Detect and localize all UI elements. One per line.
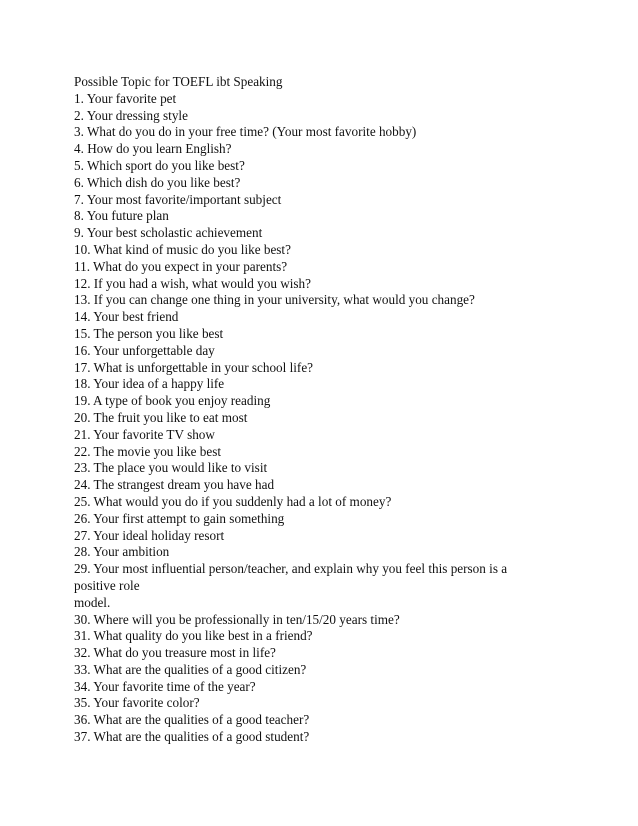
topic-line: 1. Your favorite pet: [74, 90, 177, 106]
topic-line: 26. Your first attempt to gain something: [74, 510, 285, 526]
topic-line: positive role: [74, 577, 140, 593]
topic-line: 20. The fruit you like to eat most: [74, 409, 248, 425]
topic-line: model.: [74, 594, 111, 610]
topic-line: 15. The person you like best: [74, 325, 224, 341]
topic-line: 4. How do you learn English?: [74, 141, 232, 157]
document-body: [74, 74, 574, 746]
topic-line: 10. What kind of music do you like best?: [74, 241, 291, 257]
topic-line: 2. Your dressing style: [74, 107, 188, 123]
topic-line: 13. If you can change one thing in your university, what would you change?: [74, 292, 475, 308]
topic-line: 30. Where will you be professionally in ten/15/20 years time?: [74, 611, 400, 627]
topic-list: [74, 91, 574, 746]
topic-line: 37. What are the qualities of a good student?: [74, 729, 310, 745]
topic-line: 34. Your favorite time of the year?: [74, 678, 256, 694]
topic-line: 36. What are the qualities of a good teacher?: [74, 712, 310, 728]
topic-line: 12. If you had a wish, what would you wish?: [74, 275, 311, 291]
topic-line: 31. What quality do you like best in a friend?: [74, 628, 313, 644]
topic-line: 11. What do you expect in your parents?: [74, 258, 288, 274]
topic-line: 33. What are the qualities of a good citizen?: [74, 661, 307, 677]
topic-line: 14. Your best friend: [74, 309, 179, 325]
topic-line: 24. The strangest dream you have had: [74, 477, 275, 493]
document-title: Possible Topic for TOEFL ibt Speaking: [74, 74, 283, 89]
topic-line: 21. Your favorite TV show: [74, 426, 215, 442]
topic-line: 32. What do you treasure most in life?: [74, 645, 276, 661]
topic-line: 18. Your idea of a happy life: [74, 376, 225, 392]
topic-line: 5. Which sport do you like best?: [74, 157, 245, 173]
topic-line: 27. Your ideal holiday resort: [74, 527, 225, 543]
topic-line: 19. A type of book you enjoy reading: [74, 393, 271, 409]
topic-line: 8. You future plan: [74, 208, 169, 224]
topic-line: 16. Your unforgettable day: [74, 342, 215, 358]
topic-line: 3. What do you do in your free time? (Your most favorite hobby): [74, 124, 417, 140]
topic-line: 35. Your favorite color?: [74, 695, 200, 711]
topic-line: 28. Your ambition: [74, 544, 170, 560]
topic-line: 25. What would you do if you suddenly had a lot of money?: [74, 493, 392, 509]
topic-line: 6. Which dish do you like best?: [74, 174, 241, 190]
topic-line: 29. Your most influential person/teacher, and explain why you feel this person is a: [74, 561, 508, 577]
topic-line: 23. The place you would like to visit: [74, 460, 268, 476]
topic-line: 22. The movie you like best: [74, 443, 221, 459]
topic-line: 7. Your most favorite/important subject: [74, 191, 282, 207]
topic-line: 9. Your best scholastic achievement: [74, 225, 263, 241]
topic-line: 17. What is unforgettable in your school life?: [74, 359, 314, 375]
